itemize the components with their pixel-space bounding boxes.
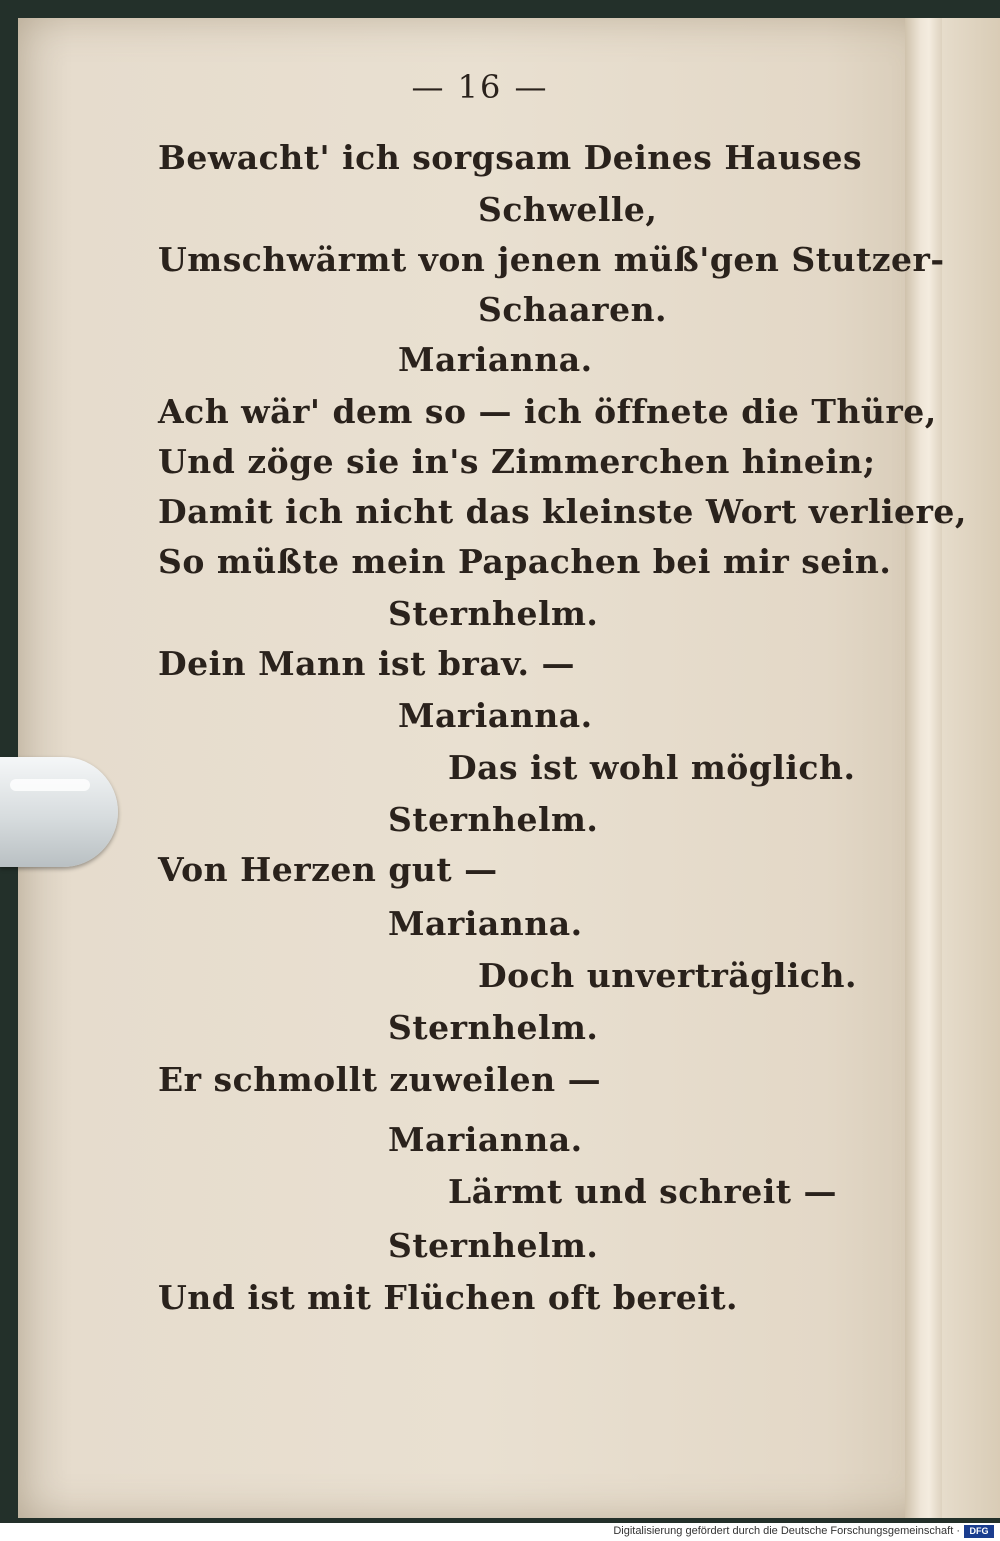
verse-line: Schwelle, (478, 190, 658, 229)
speaker-name: Marianna. (388, 904, 583, 943)
verse-line: Lärmt und schreit — (448, 1172, 837, 1211)
verse-line: Doch unverträglich. (478, 956, 857, 995)
verse-line: So müßte mein Papachen bei mir sein. (158, 542, 892, 581)
verse-line: Bewacht' ich sorgsam Deines Hauses (158, 138, 863, 177)
bookmark-clip (0, 757, 118, 867)
verse-line: Damit ich nicht das kleinste Wort verliere, (158, 492, 967, 531)
page-number: — 16 — (411, 68, 549, 106)
verse-line: Von Herzen gut — (158, 850, 498, 889)
verse-line: Umschwärmt von jenen müß'gen Stutzer- (158, 240, 945, 279)
footer-bar (0, 1523, 1000, 1541)
verse-line: Das ist wohl möglich. (448, 748, 856, 787)
dfg-logo: DFG (964, 1525, 994, 1538)
speaker-name: Sternhelm. (388, 594, 599, 633)
speaker-name: Sternhelm. (388, 1008, 599, 1047)
verse-line: Ach wär' dem so — ich öffnete die Thüre, (158, 392, 937, 431)
speaker-name: Sternhelm. (388, 800, 599, 839)
speaker-name: Marianna. (398, 340, 593, 379)
speaker-name: Marianna. (388, 1120, 583, 1159)
verse-line: Und ist mit Flüchen oft bereit. (158, 1278, 739, 1317)
speaker-name: Sternhelm. (388, 1226, 599, 1265)
facing-page-edge (942, 18, 1000, 1518)
verse-line: Er schmollt zuweilen — (158, 1060, 602, 1099)
verse-line: Dein Mann ist brav. — (158, 644, 576, 683)
footer-credit: Digitalisierung gefördert durch die Deutsche Forschungsgemeinschaft · (613, 1525, 960, 1537)
verse-line: Schaaren. (478, 290, 668, 329)
verse-line: Und zöge sie in's Zimmerchen hinein; (158, 442, 876, 481)
speaker-name: Marianna. (398, 696, 593, 735)
